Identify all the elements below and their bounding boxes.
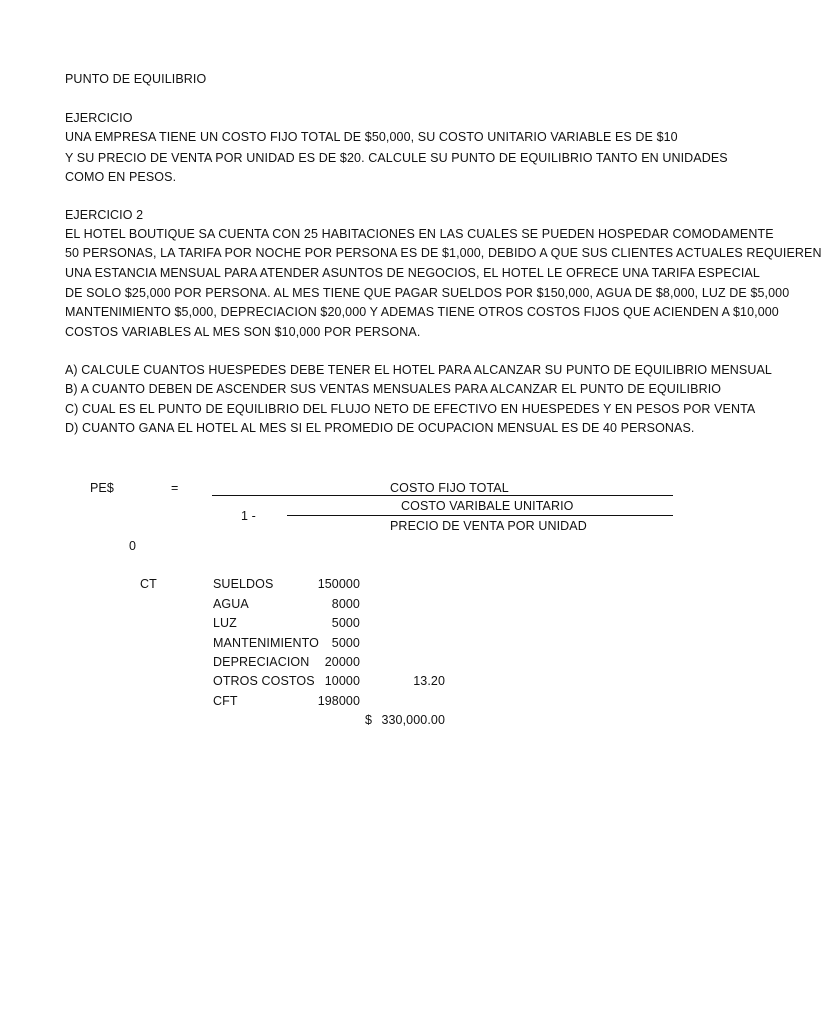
exercise-2-line: COSTOS VARIABLES AL MES SON $10,000 POR PERSONA. xyxy=(65,325,421,339)
cost-value: 8000 xyxy=(331,597,360,611)
cost-name: CFT xyxy=(213,694,238,708)
cost-value: 10000 xyxy=(324,674,360,688)
cost-name: SUELDOS xyxy=(213,577,274,591)
page-title: PUNTO DE EQUILIBRIO xyxy=(65,72,207,86)
cost-value: 5000 xyxy=(331,616,360,630)
cost-value: 20000 xyxy=(324,655,360,669)
exercise-1-heading: EJERCICIO xyxy=(65,111,133,125)
formula-numerator: COSTO FIJO TOTAL xyxy=(390,481,509,495)
side-value: 13.20 xyxy=(413,674,445,688)
exercise-1-line: Y SU PRECIO DE VENTA POR UNIDAD ES DE $20. CALCULE SU PUNTO DE EQUILIBRIO TANTO EN UNIDADES xyxy=(65,151,728,165)
cost-name: AGUA xyxy=(213,597,249,611)
exercise-2-line: DE SOLO $25,000 POR PERSONA. AL MES TIENE QUE PAGAR SUELDOS POR $150,000, AGUA DE $8,000, LUZ DE $5,000 xyxy=(65,286,790,300)
cost-value: 5000 xyxy=(331,636,360,650)
exercise-2-line: EL HOTEL BOUTIQUE SA CUENTA CON 25 HABITACIONES EN LAS CUALES SE PUEDEN HOSPEDAR COMODAMENTE xyxy=(65,227,774,241)
cost-name: OTROS COSTOS xyxy=(213,674,315,688)
formula-one-minus: 1 - xyxy=(241,509,256,523)
cost-name: MANTENIMIENTO xyxy=(213,636,319,650)
cost-value: 198000 xyxy=(317,694,360,708)
exercise-1-line: COMO EN PESOS. xyxy=(65,170,177,184)
formula-label: PE$ xyxy=(90,481,114,495)
exercise-2-line: 50 PERSONAS, LA TARIFA POR NOCHE POR PERSONA ES DE $1,000, DEBIDO A QUE SUS CLIENTES ACTUALES REQUIEREN xyxy=(65,246,822,260)
cost-total-label: CT xyxy=(140,577,157,591)
currency-symbol: $ xyxy=(365,713,373,727)
question-a: A) CALCULE CUANTOS HUESPEDES DEBE TENER EL HOTEL PARA ALCANZAR SU PUNTO DE EQUILIBRIO MENSUAL xyxy=(65,363,772,377)
formula-inner-numerator: COSTO VARIBALE UNITARIO xyxy=(401,499,574,513)
fraction-bar-main xyxy=(212,495,673,496)
formula-zero-value: 0 xyxy=(129,539,137,553)
exercise-2-line: MANTENIMIENTO $5,000, DEPRECIACION $20,000 Y ADEMAS TIENE OTROS COSTOS FIJOS QUE ACIENDEN A $10,000 xyxy=(65,305,779,319)
cost-value: 150000 xyxy=(317,577,360,591)
formula-equals: = xyxy=(171,481,179,495)
formula-inner-denominator: PRECIO DE VENTA POR UNIDAD xyxy=(390,519,587,533)
total-amount: 330,000.00 xyxy=(381,713,445,727)
question-d: D) CUANTO GANA EL HOTEL AL MES SI EL PROMEDIO DE OCUPACION MENSUAL ES DE 40 PERSONAS. xyxy=(65,421,695,435)
fraction-bar-inner xyxy=(287,515,673,516)
question-c: C) CUAL ES EL PUNTO DE EQUILIBRIO DEL FLUJO NETO DE EFECTIVO EN HUESPEDES Y EN PESOS POR VENTA xyxy=(65,402,756,416)
exercise-2-heading: EJERCICIO 2 xyxy=(65,208,144,222)
cost-name: DEPRECIACION xyxy=(213,655,310,669)
exercise-1-line: UNA EMPRESA TIENE UN COSTO FIJO TOTAL DE $50,000, SU COSTO UNITARIO VARIABLE ES DE $10 xyxy=(65,130,678,144)
exercise-2-line: UNA ESTANCIA MENSUAL PARA ATENDER ASUNTOS DE NEGOCIOS, EL HOTEL LE OFRECE UNA TARIFA ESPECIAL xyxy=(65,266,760,280)
cost-name: LUZ xyxy=(213,616,237,630)
question-b: B) A CUANTO DEBEN DE ASCENDER SUS VENTAS MENSUALES PARA ALCANZAR EL PUNTO DE EQUILIBRIO xyxy=(65,382,722,396)
